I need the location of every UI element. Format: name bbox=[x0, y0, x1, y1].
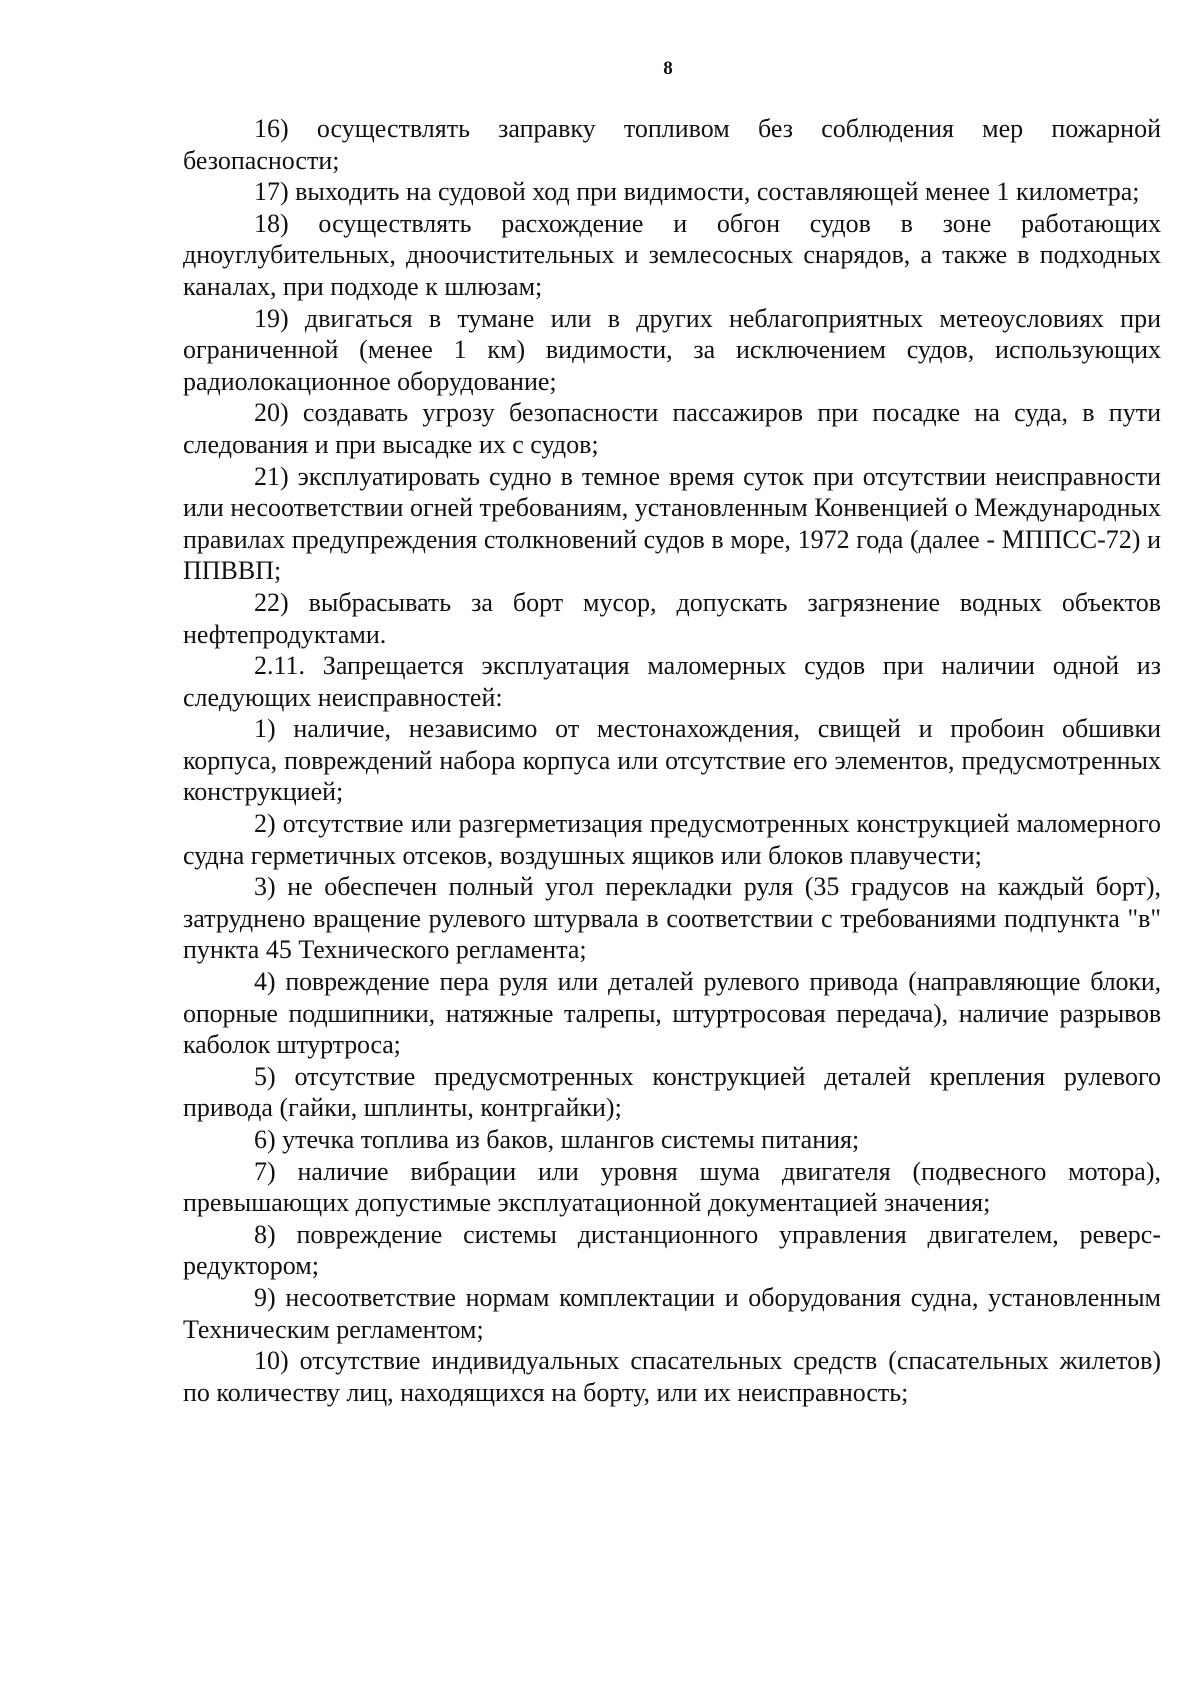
paragraph-item-21: 21) эксплуатировать судно в темное время суток при отсутствии неисправности или несоответствии огней требованиям, установленным Конвенцией о Международных правилах предупреждения столкновений судов в море, 1972 года (далее - МППСС-72) и ППВВП; bbox=[183, 461, 1161, 586]
section-2-11-heading: 2.11. Запрещается эксплуатация маломерных судов при наличии одной из следующих неисправностей: bbox=[183, 651, 1161, 712]
defect-item-3: 3) не обеспечен полный угол перекладки руля (35 градусов на каждый борт), затруднено вращение рулевого штурвала в соответствии с требованиями подпункта "в" пункта 45 Технического регламента; bbox=[183, 872, 1161, 965]
paragraph-item-18: 18) осуществлять расхождение и обгон судов в зоне работающих дноуглубительных, дноочистительных и землесосных снарядов, а также в подходных каналах, при подходе к шлюзам; bbox=[183, 208, 1161, 301]
paragraph-item-19: 19) двигаться в тумане или в других неблагоприятных метеоусловиях при ограниченной (менее 1 км) видимости, за исключением судов, использующих радиолокационное оборудование; bbox=[183, 303, 1161, 396]
defect-item-10: 10) отсутствие индивидуальных спасательных средств (спасательных жилетов) по количеству лиц, находящихся на борту, или их неисправность; bbox=[183, 1346, 1161, 1407]
page-number: 8 bbox=[663, 58, 673, 79]
document-body bbox=[183, 113, 1161, 1408]
defect-item-1: 1) наличие, независимо от местонахождения, свищей и пробоин обшивки корпуса, повреждений набора корпуса или отсутствие его элементов, предусмотренных конструкцией; bbox=[183, 714, 1161, 807]
defect-item-2: 2) отсутствие или разгерметизация предусмотренных конструкцией маломерного судна герметичных отсеков, воздушных ящиков или блоков плавучести; bbox=[183, 809, 1161, 870]
defect-item-4: 4) повреждение пера руля или деталей рулевого привода (направляющие блоки, опорные подшипники, натяжные талрепы, штуртросовая передача), наличие разрывов каболок штуртроса; bbox=[183, 967, 1161, 1060]
paragraph-item-20: 20) создавать угрозу безопасности пассажиров при посадке на суда, в пути следования и при высадке их с судов; bbox=[183, 398, 1161, 459]
paragraph-item-22: 22) выбрасывать за борт мусор, допускать загрязнение водных объектов нефтепродуктами. bbox=[183, 587, 1161, 649]
paragraph-item-17: 17) выходить на судовой ход при видимости, составляющей менее 1 километра; bbox=[254, 177, 1140, 207]
defect-item-9: 9) несоответствие нормам комплектации и оборудования судна, установленным Техническим регламентом; bbox=[183, 1282, 1161, 1344]
paragraph-item-16: 16) осуществлять заправку топливом без соблюдения мер пожарной безопасности; bbox=[183, 114, 1161, 175]
defect-item-7: 7) наличие вибрации или уровня шума двигателя (подвесного мотора), превышающих допустимые эксплуатационной документацией значения; bbox=[183, 1156, 1161, 1218]
defect-item-5: 5) отсутствие предусмотренных конструкцией деталей крепления рулевого привода (гайки, шплинты, контргайки); bbox=[183, 1061, 1161, 1123]
defect-item-8: 8) повреждение системы дистанционного управления двигателем, реверс-редуктором; bbox=[183, 1219, 1161, 1281]
defect-item-6: 6) утечка топлива из баков, шлангов системы питания; bbox=[254, 1125, 860, 1154]
